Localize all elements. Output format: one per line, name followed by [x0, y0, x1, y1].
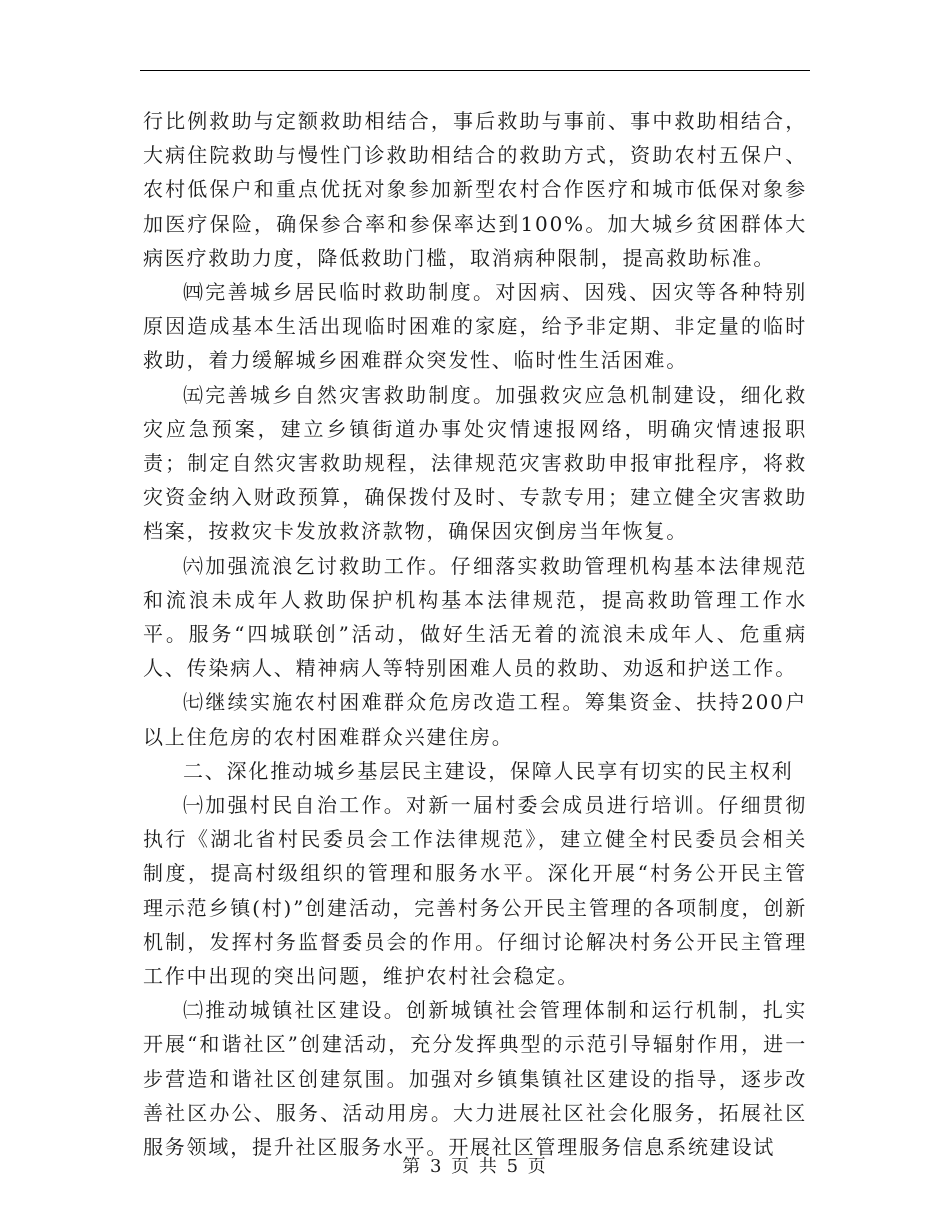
paragraph: ㈡推动城镇社区建设。创新城镇社会管理体制和运行机制，扎实开展“和谐社区”创建活动，充分发挥典型的示范引导辐射作用，进一步营造和谐社区创建氛围。加强对乡镇集镇社区建设的指导，逐步改善社区办公、服务、活动用房。大力进展社区社会化服务，拓展社区服务领域，提升社区服务水平。开展社区管理服务信息系统建设试	[143, 998, 807, 1160]
paragraph: 行比例救助与定额救助相结合，事后救助与事前、事中救助相结合，大病住院救助与慢性门诊救助相结合的救助方式，资助农村五保户、农村低保户和重点优抚对象参加新型农村合作医疗和城市低保对象参加医疗保险，确保参合率和参保率达到100%。加大城乡贫困群体大病医疗救助力度，降低救助门槛，取消病种限制，提高救助标准。	[143, 109, 807, 270]
paragraph: ㈤完善城乡自然灾害救助制度。加强救灾应急机制建设，细化救灾应急预案，建立乡镇街道办事处灾情速报网络，明确灾情速报职责；制定自然灾害救助规程，法律规范灾害救助申报审批程序，将救灾资金纳入财政预算，确保拨付及时、专款专用；建立健全灾害救助档案，按救灾卡发放救济款物，确保因灾倒房当年恢复。	[143, 382, 807, 544]
header-rule	[140, 70, 810, 71]
paragraph: ㈠加强村民自治工作。对新一届村委会成员进行培训。仔细贯彻执行《湖北省村民委员会工作法律规范》，建立健全村民委员会相关制度，提高村级组织的管理和服务水平。深化开展“村务公开民主管理示范乡镇(村)”创建活动，完善村务公开民主管理的各项制度，创新机制，发挥村务监督委员会的作用。仔细讨论解决村务公开民主管理工作中出现的突出问题，维护农村社会稳定。	[143, 793, 807, 989]
body-text	[143, 104, 807, 1164]
page-number-footer: 第 3 页 共 5 页	[402, 1156, 548, 1177]
section-heading: 二、深化推动城乡基层民主建设，保障人民享有切实的民主权利	[183, 758, 794, 783]
paragraph: ㈣完善城乡居民临时救助制度。对因病、因残、因灾等各种特别原因造成基本生活出现临时困难的家庭，给予非定期、非定量的临时救助，着力缓解城乡困难群众突发性、临时性生活困难。	[143, 280, 807, 373]
paragraph: ㈥加强流浪乞讨救助工作。仔细落实救助管理机构基本法律规范和流浪未成年人救助保护机构基本法律规范，提高救助管理工作水平。服务“四城联创”活动，做好生活无着的流浪未成年人、危重病人、传染病人、精神病人等特别困难人员的救助、劝返和护送工作。	[143, 553, 807, 681]
paragraph: ㈦继续实施农村困难群众危房改造工程。筹集资金、扶持200户以上住危房的农村困难群众兴建住房。	[143, 690, 807, 749]
